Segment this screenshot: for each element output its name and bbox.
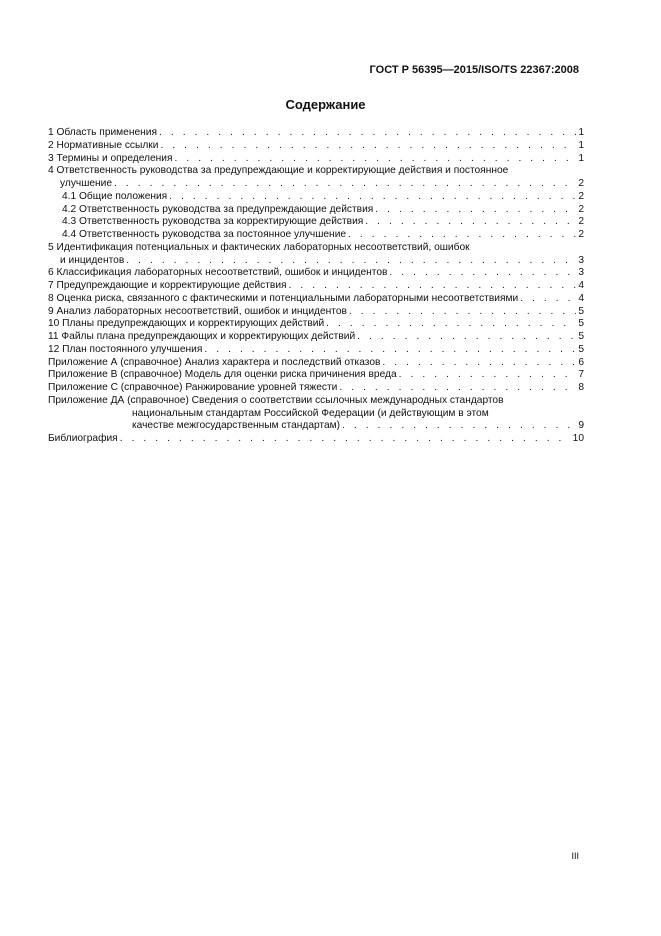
dot-leader [375,204,576,217]
toc-entry-continuation[interactable] [48,178,584,191]
dot-leader [357,331,576,344]
toc-entry-title: 9 Анализ лабораторных несоответствий, ошибок и инцидентов [48,305,347,317]
toc-entry-title[interactable]: Приложение ДА (справочное) Сведения о соответствии ссылочных международных стандартов [48,394,504,406]
toc-entry-title: и инцидентов [60,254,125,266]
dot-leader [160,140,576,153]
toc-entry-page: 7 [578,369,584,381]
toc-subentry[interactable] [48,191,584,204]
toc-entry[interactable] [48,369,584,382]
dot-leader [204,344,576,357]
toc-entry-title: 12 План постоянного улучшения [48,343,203,355]
toc-entry[interactable] [48,382,584,395]
toc-entry-page: 9 [578,420,584,432]
toc-entry-title: 4.4 Ответственность руководства за постоянное улучшение [62,229,347,240]
toc-entry[interactable] [48,140,584,153]
toc-entry-continuation[interactable] [48,255,584,268]
dot-leader [114,178,576,191]
toc-entry[interactable] [48,267,584,280]
toc-entry-page: 5 [578,305,584,317]
toc-entry-page: 5 [578,343,584,355]
dot-leader [120,433,571,446]
toc-entry-title: 6 Классификация лабораторных несоответствий, ошибок и инцидентов [48,267,388,279]
toc-entry-page: 2 [578,216,584,228]
toc-subentry[interactable] [48,204,584,217]
toc-entry-page: 1 [578,127,584,138]
toc-entry-page: 3 [578,254,584,266]
dot-leader [289,280,577,293]
toc-entry-page: 3 [578,267,584,279]
toc-entry[interactable] [48,153,584,166]
table-of-contents [48,127,584,446]
page-number: III [571,851,579,861]
toc-entry[interactable] [48,280,584,293]
toc-entry[interactable] [48,306,584,319]
toc-entry-title: Библиография [48,433,118,444]
toc-entry-page: 5 [578,331,584,342]
toc-entry-page: 1 [578,139,584,151]
toc-entry-page: 1 [578,152,584,164]
dot-leader [169,191,576,204]
toc-entry[interactable] [48,344,584,357]
dot-leader [382,357,576,370]
dot-leader [389,267,576,280]
toc-entry-title: Приложение В (справочное) Модель для оценки риска причинения вреда [48,369,397,381]
toc-entry-title: 3 Термины и определения [48,152,173,164]
toc-entry-title: 10 Планы предупреждающих и корректирующих действий [48,318,325,330]
toc-entry-continuation[interactable]: национальным стандартам Российской Федерации (и действующим в этом [132,407,489,419]
toc-entry-page: 10 [572,433,584,444]
toc-entry-title: 11 Файлы плана предупреждающих и корректирующих действий [48,331,356,342]
toc-entry-page: 2 [578,190,584,202]
dot-leader [399,369,577,382]
toc-entry-title: 8 Оценка риска, связанного с фактическими и потенциальными лабораторными несоответствиями [48,292,519,304]
toc-entry-page: 2 [578,229,584,240]
toc-entry-continuation[interactable] [48,420,584,433]
dot-leader [520,293,576,306]
toc-entry[interactable] [48,331,584,344]
toc-entry-page: 6 [578,356,584,368]
dot-leader [349,306,576,319]
toc-entry[interactable] [48,357,584,370]
toc-entry-title: Приложение А (справочное) Анализ характера и последствий отказов [48,356,381,368]
toc-entry-title: 4.1 Общие положения [62,190,168,202]
toc-entry-title: Приложение С (справочное) Ранжирование уровней тяжести [48,382,338,393]
dot-leader [126,255,576,268]
toc-entry[interactable] [48,318,584,331]
dot-leader [365,216,576,229]
toc-entry-title: улучшение [60,178,113,189]
dot-leader [159,127,576,140]
toc-entry-title[interactable]: 4 Ответственность руководства за предупреждающие и корректирующие действия и постоянное [48,165,509,177]
toc-entry[interactable] [48,433,584,446]
toc-entry-title: 1 Область применения [48,127,157,138]
toc-entry-title[interactable]: 5 Идентификация потенциальных и фактических лабораторных несоответствий, ошибок [48,241,470,253]
dot-leader [342,420,576,433]
toc-entry[interactable] [48,127,584,140]
toc-entry-page: 5 [578,318,584,330]
dot-leader [339,382,576,395]
toc-subentry[interactable] [48,229,584,242]
page-title: Содержание [285,97,366,112]
document-header: ГОСТ Р 56395—2015/ISO/TS 22367:2008 [369,64,579,76]
toc-entry-title: 4.3 Ответственность руководства за корректирующие действия [62,216,364,228]
toc-entry-title: 7 Предупреждающие и корректирующие действия [48,280,287,291]
toc-entry-page: 2 [578,203,584,215]
toc-entry-page: 4 [578,280,584,291]
toc-entry-page: 2 [578,178,584,189]
toc-entry-title: 2 Нормативные ссылки [48,139,159,151]
toc-entry-title: качестве межгосударственным стандартам) [132,420,341,432]
dot-leader [326,318,576,331]
toc-entry-page: 4 [578,292,584,304]
toc-entry[interactable] [48,293,584,306]
toc-subentry[interactable] [48,216,584,229]
toc-entry-title: 4.2 Ответственность руководства за предупреждающие действия [62,203,374,215]
dot-leader [174,153,576,166]
toc-entry-page: 8 [578,382,584,393]
dot-leader [348,229,576,242]
